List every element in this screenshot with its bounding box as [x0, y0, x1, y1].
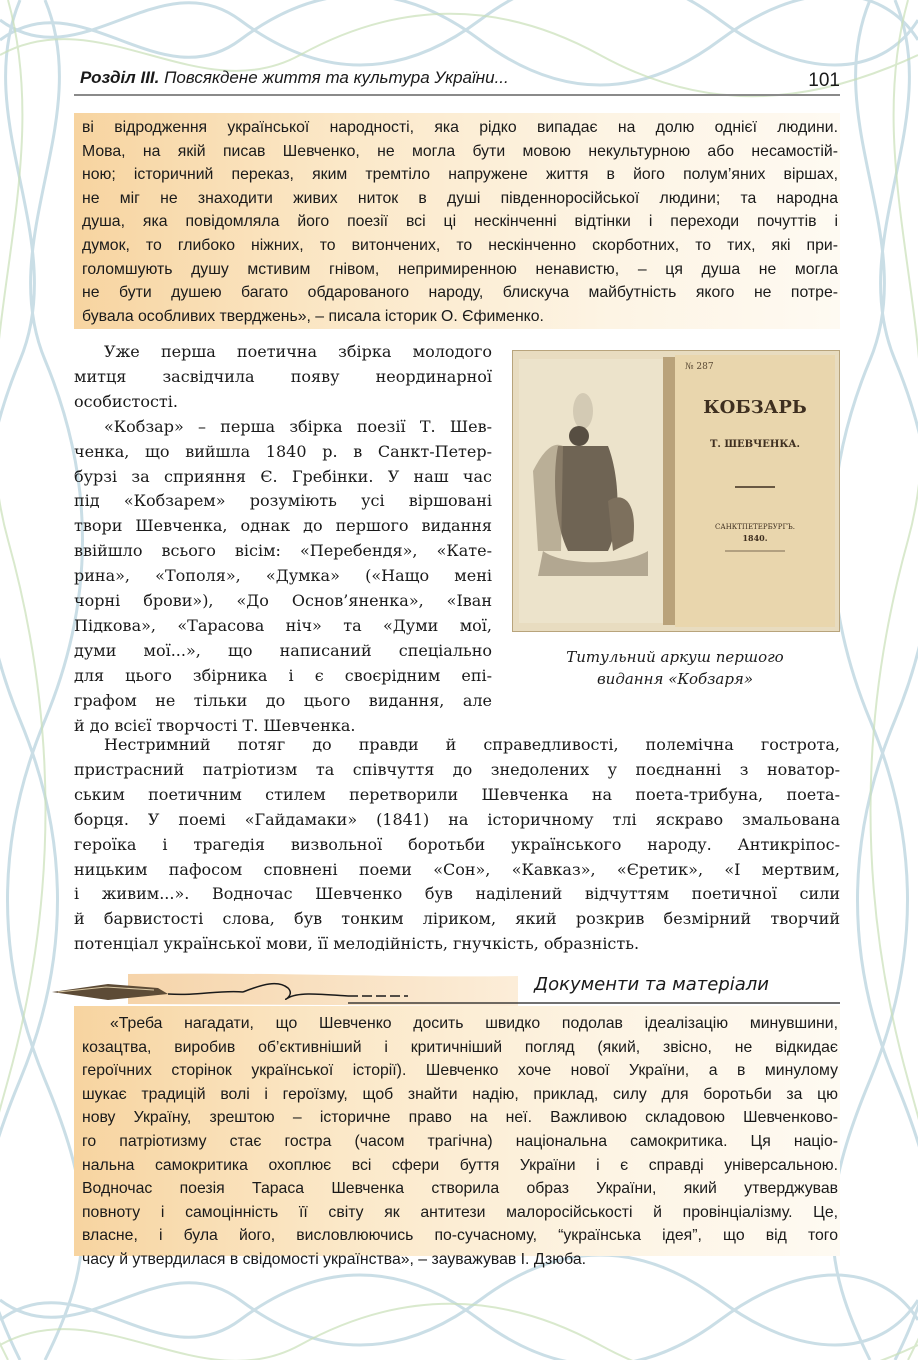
paragraph-line: митця засвідчила появу неординарної	[74, 366, 492, 386]
quote-line: ві відродження української народності, яка рідко випадає на долю однієї людини.	[82, 119, 838, 136]
paragraph-line: під «Кобзарем» розуміють усі віршовані	[74, 491, 492, 511]
paragraph-line: твори Шевченка, однак до першого видання	[74, 516, 492, 536]
book-city: САНКТПЕТЕРБУРГЪ.	[715, 523, 795, 531]
quote-line: душа, яка повідомляла його поезії всі ці нескінченні відтінки і переходи почуттів і	[82, 213, 838, 231]
paragraph-line: «Кобзар» – перша збірка поезії Т. Шев-	[104, 416, 492, 436]
paragraph-line: потенціал української мови, її мелодійність, гнучкість, образність.	[74, 934, 640, 954]
paragraph-line: бурзі за сприяння Є. Гребінки. У наш час	[74, 466, 492, 486]
document-line: нальна самокритика охоплює всі сфери буття України і є справді універсальною.	[82, 1156, 838, 1174]
paragraph-line: графом не тільки до цього видання, але	[74, 690, 492, 710]
book-mark: № 287	[685, 362, 714, 372]
document-line: Водночас поезія Тараса Шевченка створила образ України, який утверджував	[82, 1180, 838, 1198]
paragraph-line: думи мої...», що написаний спеціально	[74, 640, 492, 660]
section-label: Розділ ІІІ.	[80, 68, 160, 87]
quote-line: Мова, на якій писав Шевченко, не могла бути мовою некультурною або несамостій-	[82, 142, 838, 160]
page-number: 101	[808, 70, 840, 91]
document-line: власне, і була його, висловлюючись по-сучасному, “українська ідея”, що від того	[82, 1227, 838, 1245]
book-author: Т. ШЕВЧЕНКА.	[709, 439, 801, 450]
paragraph-line: чорні брови»), «До Основ’яненка», «Іван	[74, 591, 492, 611]
document-line: нову Україну, зрештою – історичне право на неї. Важливою складовою Шевченково-	[82, 1109, 838, 1127]
paragraph-line: Нестримний потяг до правди й справедливості, полемічна гострота,	[104, 735, 840, 754]
paragraph-line: ницьким пафосом сповнені поеми «Сон», «Кавказ», «Єретик», «І мертвим,	[74, 859, 840, 879]
paragraph-line: пристрасний патріотизм та співчуття до знедолених у поєднанні з новатор-	[74, 759, 840, 779]
document-line: козацтва, виробив об’єктивніший і критичніший погляд (який, звісно, не відкидає	[82, 1038, 838, 1056]
paragraph-line: Уже перша поетична збірка молодого	[104, 342, 492, 361]
section-title: Повсякдене життя та культура України...	[164, 68, 509, 87]
caption-line: видання «Кобзаря»	[596, 670, 754, 688]
paragraph-line: ченка, що вийшла 1840 р. в Санкт-Петер-	[74, 441, 492, 461]
quote-line: бувала особливих тверджень», – писала історик О. Єфименко.	[82, 307, 544, 325]
running-header	[80, 68, 680, 88]
quote-line: ною; історичний переказ, яким тремтіло напружене життя в його полум’яних віршах,	[82, 166, 838, 184]
paragraph-line: рина», «Тополя», «Думка» («Нащо мені	[74, 566, 492, 586]
document-line: шукає традицій волі і героїзму, щоб знайти надію, приклад, силу для боротьби за цю	[82, 1085, 838, 1103]
caption-line: Титульний аркуш першого	[566, 648, 784, 666]
figure-caption	[512, 646, 838, 690]
paragraph-line: ським поетичним стилем перетворили Шевченка на поета-трибуна, поета-	[74, 784, 840, 804]
document-line: героїчних сторінок української історії). Шевченко хоче нової України, а в минулому	[82, 1062, 838, 1080]
paragraph-line: героїка і трагедія визвольної боротьби українського народу. Антикріпос-	[74, 834, 840, 854]
book-title: КОБЗАРЬ	[703, 397, 807, 418]
book-illustration	[513, 351, 839, 631]
quote-line: думок, то глибоко ніжних, то витончених, то нескінченно скорботних, то тих, які при-	[82, 236, 838, 254]
quote-text	[82, 116, 838, 328]
paragraph-line: для цього збірника і є своєрідним епі-	[74, 665, 492, 685]
paragraph-line: і живим...». Водночас Шевченко був наділений відчуттям поетичної сили	[74, 884, 840, 904]
body-text-full	[74, 733, 840, 957]
kobzar-title-page-photo	[512, 350, 840, 632]
document-line: повноту і самоцінність її світу як антитези малоросійськості й провінціалізму. Це,	[82, 1203, 838, 1221]
quote-line: не бути душею багато обдарованого народу, блискуча майбутність якого не потре-	[82, 284, 838, 302]
paragraph-line: особистості.	[74, 391, 178, 411]
paragraph-line: ввійшло всього вісім: «Перебендя», «Кате-	[74, 541, 492, 561]
body-text-left	[74, 340, 492, 739]
document-line: го патріотизму стає гостра (часом трагічна) національна самокритика. Ця націо-	[82, 1132, 838, 1150]
documents-section-title: Документи та матеріали	[534, 974, 769, 995]
quote-line: не міг не знаходити живих ниток в душі південноросійської людини; та народна	[82, 189, 838, 207]
documents-text	[82, 1012, 838, 1272]
document-line: часу й утвердилася в свідомості українства», – зауважував І. Дзюба.	[82, 1250, 586, 1268]
header-divider	[74, 94, 840, 96]
paragraph-line: й барвистості слова, був тонким ліриком, який розкрив безмірний творчий	[74, 909, 840, 929]
paragraph-line: й до всієї творчості Т. Шевченка.	[74, 715, 356, 735]
paragraph-line: Підкова», «Тарасова ніч» та «Думи мої,	[74, 615, 492, 635]
book-year: 1840.	[742, 533, 768, 543]
quote-line: голомшують душу мстивим гнівом, непримиренною ненавистю, – ця душа не могла	[82, 260, 838, 278]
paragraph-line: борця. У поемі «Гайдамаки» (1841) на історичному тлі яскраво змальована	[74, 809, 840, 829]
document-line: «Треба нагадати, що Шевченко досить швидко подолав ідеалізацію минувшини,	[110, 1015, 838, 1032]
